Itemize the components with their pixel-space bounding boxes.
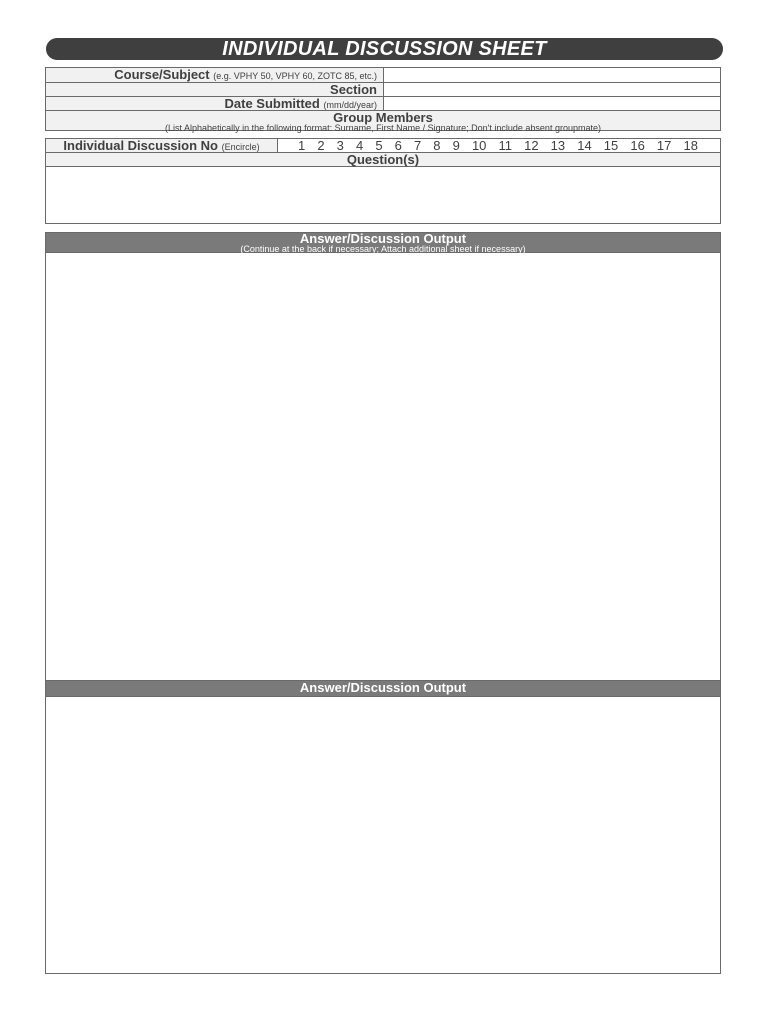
- section-label: [46, 83, 384, 96]
- answer-section-2-field[interactable]: [46, 697, 720, 973]
- section-label-text: Section: [330, 82, 377, 97]
- group-members-header: [46, 110, 720, 133]
- answer-table: [45, 232, 721, 974]
- info-table: [45, 67, 721, 131]
- date-submitted-row: [46, 97, 720, 111]
- discussion-number-9[interactable]: 9: [452, 138, 460, 153]
- date-submitted-label: [46, 97, 384, 110]
- discussion-number-5[interactable]: 5: [375, 138, 383, 153]
- discussion-number-6[interactable]: 6: [394, 138, 402, 153]
- discussion-number-2[interactable]: 2: [317, 138, 325, 153]
- discussion-number-18[interactable]: 18: [683, 138, 698, 153]
- answer-section-2-heading: Answer/Discussion Output: [299, 680, 467, 695]
- course-subject-label-text: Course/Subject: [114, 67, 210, 82]
- section-row: [46, 83, 720, 97]
- answer-section-1-instruction: (Continue at the back if necessary; Attach additional sheet if necessary): [240, 244, 526, 254]
- answer-section-2-header: [46, 681, 720, 697]
- course-subject-row: [46, 68, 720, 83]
- group-members-heading: Group Members: [333, 110, 433, 125]
- discussion-number-16[interactable]: 16: [630, 138, 645, 153]
- course-subject-note: (e.g. VPHY 50, VPHY 60, ZOTC 85, etc.): [213, 71, 377, 81]
- section-field[interactable]: [384, 83, 720, 96]
- discussion-number-10[interactable]: 10: [471, 138, 487, 153]
- sheet-title: INDIVIDUAL DISCUSSION SHEET: [46, 38, 723, 60]
- discussion-number-label-text: Individual Discussion No: [63, 138, 218, 153]
- date-submitted-label-text: Date Submitted: [224, 96, 320, 111]
- course-subject-label: [46, 68, 384, 82]
- discussion-number-12[interactable]: 12: [524, 138, 539, 153]
- questions-heading: Question(s): [46, 153, 720, 167]
- discussion-number-4[interactable]: 4: [355, 138, 364, 153]
- questions-field[interactable]: [46, 167, 720, 222]
- questions-table: [45, 138, 721, 224]
- discussion-number-11[interactable]: 11: [498, 138, 513, 153]
- discussion-number-note: (Encircle): [221, 142, 260, 152]
- answer-section-1-header: [46, 233, 720, 253]
- date-submitted-field[interactable]: [384, 97, 720, 110]
- answer-section-1-field[interactable]: [46, 253, 720, 681]
- discussion-number-13[interactable]: 13: [550, 138, 566, 153]
- discussion-number-14[interactable]: 14: [577, 138, 592, 153]
- group-members-instruction: (List Alphabetically in the following format: Surname, First Name / Signature; Don't include absent groupmate): [165, 123, 601, 133]
- date-submitted-note: (mm/dd/year): [323, 100, 377, 110]
- discussion-number-8[interactable]: 8: [433, 138, 441, 153]
- discussion-number-17[interactable]: 17: [656, 138, 672, 153]
- course-subject-field[interactable]: [384, 68, 720, 82]
- discussion-number-1[interactable]: 1: [298, 138, 306, 153]
- answer-section-1-heading: Answer/Discussion Output: [299, 231, 467, 246]
- discussion-number-3[interactable]: 3: [336, 138, 344, 153]
- discussion-number-options: [278, 139, 720, 152]
- discussion-number-7[interactable]: 7: [413, 138, 422, 153]
- discussion-number-label: [46, 139, 278, 152]
- discussion-number-row: [46, 139, 720, 153]
- discussion-number-15[interactable]: 15: [603, 138, 619, 153]
